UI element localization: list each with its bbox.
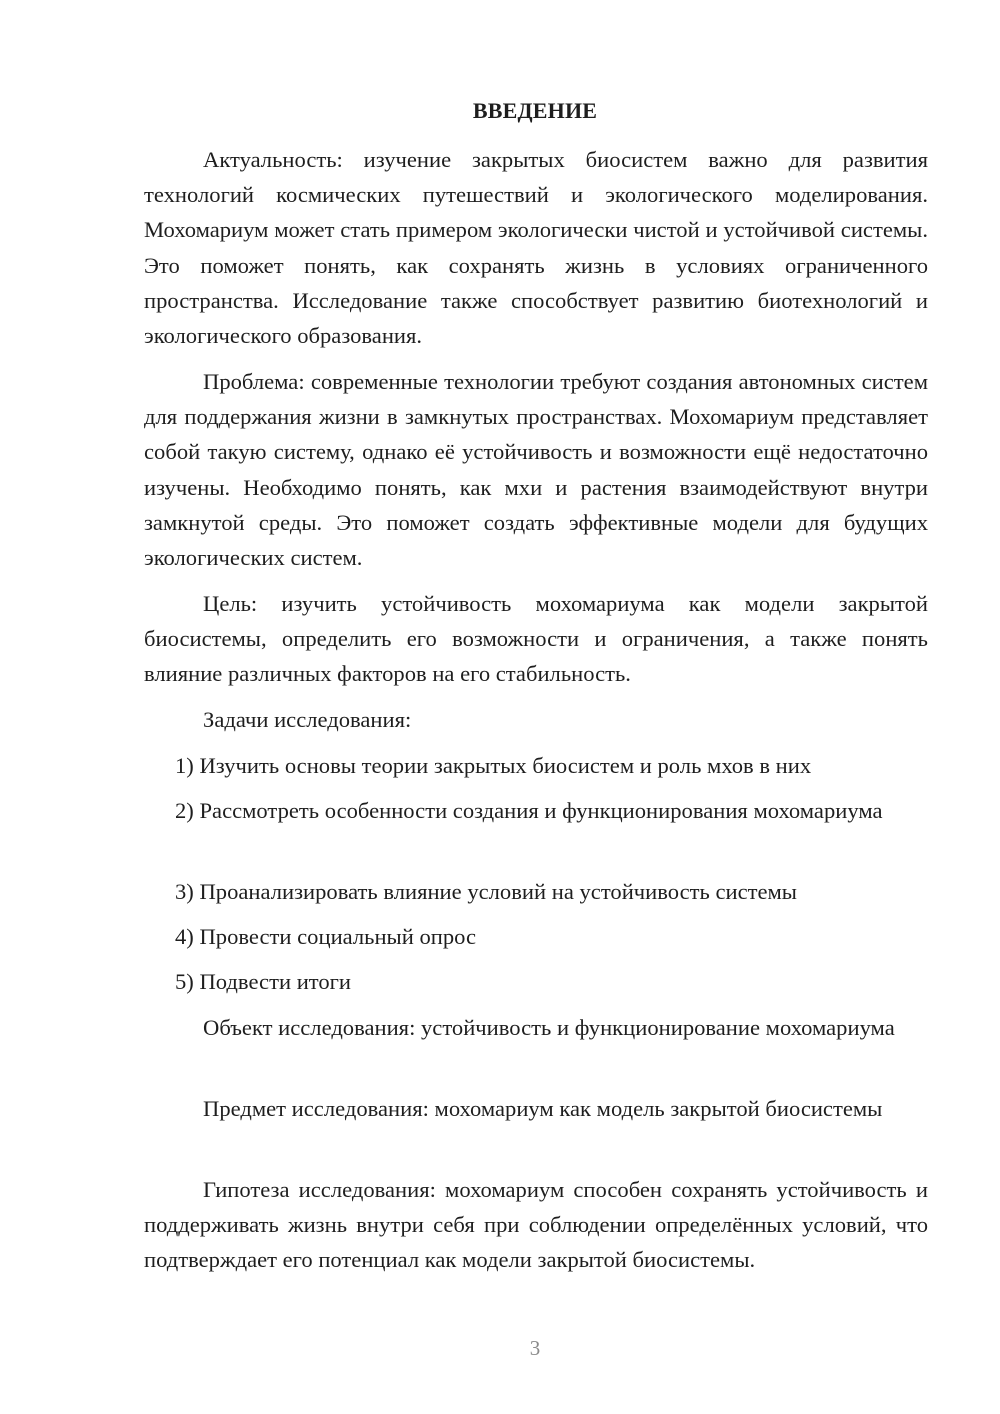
object-paragraph: Объект исследования: устойчивость и функционирование мохомариума (203, 1015, 895, 1040)
problem-paragraph: Проблема: современные технологии требуют создания автономных систем для поддержания жизни в замкнутых пространствах. Мохомариум представляет собой такую систему, однако её устойчивость и возможности ещё недостаточно изучены. Необходимо понять, как мхи и растения взаимодействуют внутри замкнутой среды. Это поможет создать эффективные модели для будущих экологических систем. (144, 369, 928, 571)
task-item: 1) Изучить основы теории закрытых биосистем и роль мхов в них (175, 753, 812, 778)
task-item: 2) Рассмотреть особенности создания и функционирования мохомариума (175, 798, 883, 823)
subject-paragraph: Предмет исследования: мохомариум как модель закрытой биосистемы (203, 1096, 883, 1121)
relevance-paragraph: Актуальность: изучение закрытых биосистем важно для развития технологий космических путешествий и экологического моделирования. Мохомариум может стать примером экологически чистой и устойчивой системы. Это поможет понять, как сохранять жизнь в условиях ограниченного пространства. Исследование также способствует развитию биотехнологий и экологического образования. (144, 147, 928, 349)
tasks-title: Задачи исследования: (203, 707, 412, 732)
task-item: 4) Провести социальный опрос (175, 924, 477, 949)
task-item: 5) Подвести итоги (175, 969, 352, 994)
task-item: 3) Проанализировать влияние условий на устойчивость системы (175, 879, 797, 904)
page-title: ВВЕДЕНИЕ (472, 98, 598, 123)
goal-paragraph: Цель: изучить устойчивость мохомариума как модели закрытой биосистемы, определить его возможности и ограничения, а также понять влияние различных факторов на его стабильность. (144, 591, 928, 687)
hypothesis-paragraph: Гипотеза исследования: мохомариум способен сохранять устойчивость и поддерживать жизнь внутри себя при соблюдении определённых условий, что подтверждает его потенциал как модели закрытой биосистемы. (144, 1177, 928, 1273)
page-number: 3 (529, 1336, 541, 1360)
